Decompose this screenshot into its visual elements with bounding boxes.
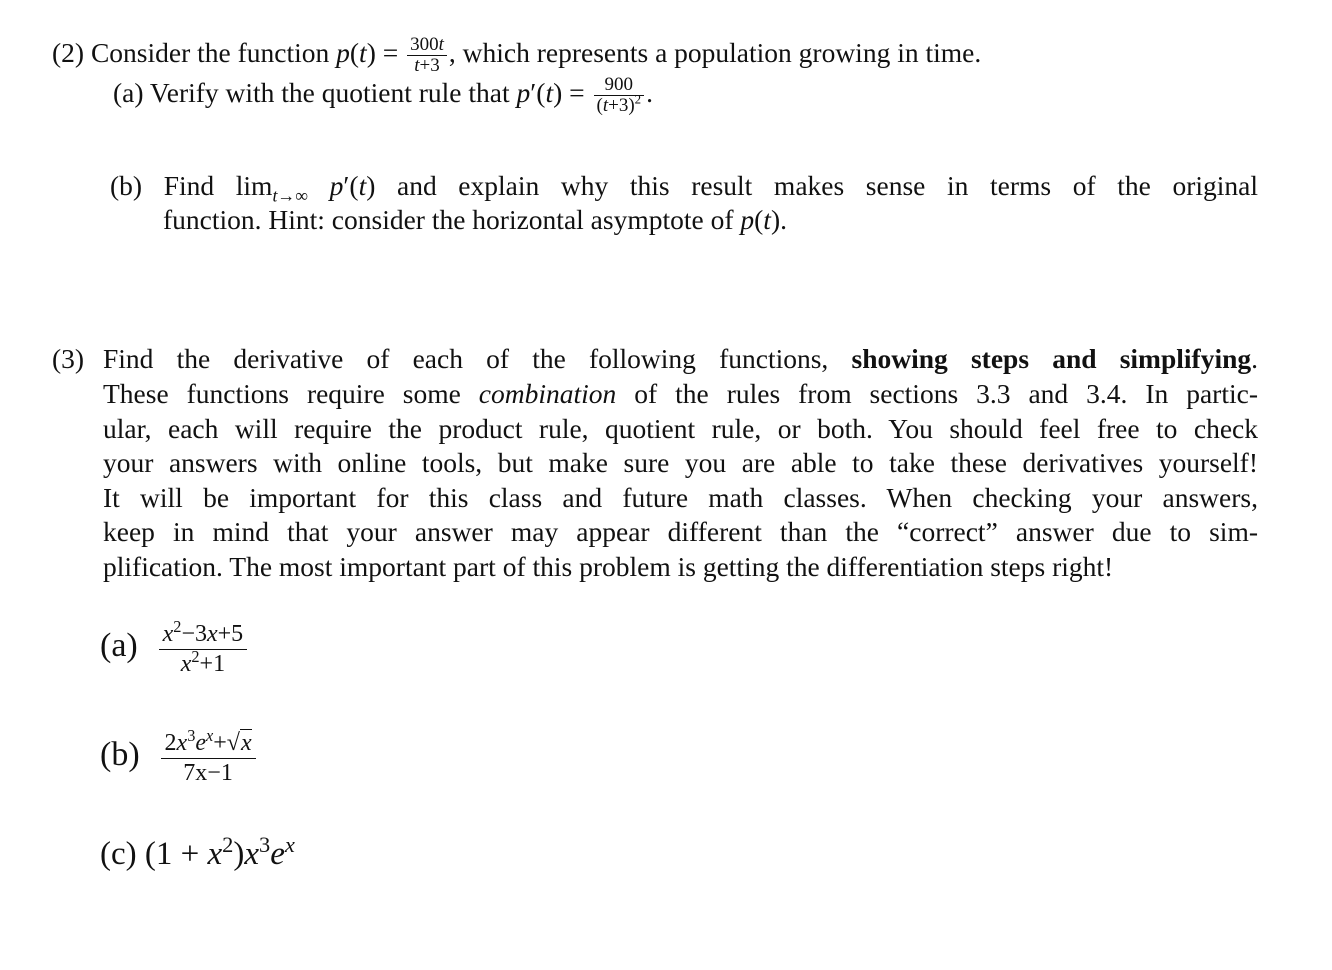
problem-3-line-4: your answers with online tools, but make sure you are able to take these derivatives yourself!	[103, 447, 1258, 478]
italic-word: combination	[478, 378, 617, 409]
item-b-denominator: 7x−1	[161, 758, 256, 788]
item-b-numerator: $2x^3e^x+√x$	[164, 726, 252, 757]
problem-3-line-3: ular, each will require the product rule, quotient rule, or both. You should feel free to check	[103, 413, 1258, 444]
item-c-expression: $(1 + x^2)x^3e^x$	[144, 832, 295, 872]
problem-3-line-6: keep in mind that your answer may appear different than the “correct” answer due to sim-	[103, 516, 1258, 547]
problem-2a-end: .	[646, 76, 653, 108]
problem-3-line-1: Find the derivative of each of the following functions, showing steps and simplifying.	[103, 343, 1259, 374]
derivative-numerator: 900	[604, 74, 634, 95]
problem-2a-label: (a)	[113, 76, 144, 108]
problem-3-number: (3)	[52, 343, 85, 374]
item-a	[100, 616, 247, 679]
item-a-label: (a)	[100, 627, 138, 664]
function-p-label: p	[336, 36, 350, 68]
item-c	[100, 832, 295, 876]
problem-3-line-2: These functions require some combination of the rules from sections 3.3 and 3.4. In partic-	[103, 378, 1258, 409]
item-b	[100, 725, 256, 788]
item-a-denominator: $x^2+1$	[159, 649, 248, 679]
derivative-fraction	[594, 75, 645, 116]
function-p-fraction	[407, 35, 447, 76]
item-b-fraction	[161, 726, 256, 788]
item-a-numerator: $x^2-3x+5$	[162, 617, 244, 648]
problem-2-intro-tail: , which represents a population growing in time.	[448, 36, 982, 68]
function-p-numerator: 300t	[410, 34, 444, 55]
bold-phrase: showing steps and simplifying	[851, 343, 1252, 374]
problem-2a: (a) Verify with the quotient rule that p′(t) = $\frac{900}{(t+3)^2}$ .	[113, 74, 653, 116]
problem-2b-label: (b)	[110, 170, 143, 201]
problem-2-intro-text: Consider the function	[90, 36, 330, 68]
problem-3-line-7: plification. The most important part of this problem is getting the differentiation steps right!	[103, 551, 1114, 582]
problem-2b-line-1: (b) Find $\lim_{t\to\infty} p'(t)$ and explain why this result makes sense in terms of the original	[110, 170, 1259, 206]
problem-2a-text: Verify with the quotient rule that	[149, 76, 510, 108]
problem-3-line-5: It will be important for this class and future math classes. When checking your answers,	[103, 482, 1258, 513]
item-a-fraction	[159, 617, 248, 679]
problem-2-intro: (2) Consider the function p(t) = $\frac{300t}{t+3}$ , which represents a population growing in time.	[52, 34, 982, 76]
derivative-denominator: $(t+3)^2$	[594, 95, 645, 116]
function-p-denominator: t+3	[407, 55, 447, 76]
item-c-label: (c)	[100, 836, 137, 872]
problem-2-number: (2)	[52, 36, 85, 68]
problem-2b-line-2: function. Hint: consider the horizontal asymptote of p(t).	[163, 204, 787, 235]
item-b-label: (b)	[100, 736, 140, 773]
